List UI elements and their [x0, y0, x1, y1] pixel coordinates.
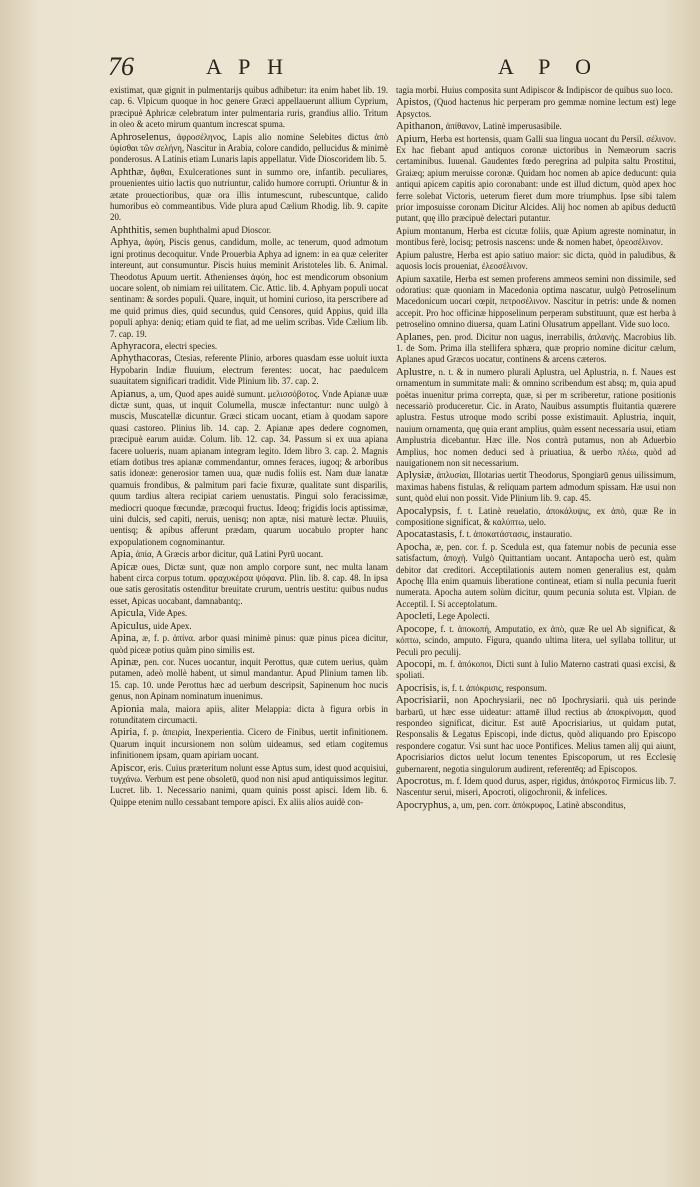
- entry-headword: Aplanes,: [396, 331, 434, 343]
- dictionary-entry: [396, 85, 676, 96]
- entry-text: æ, pen. cor. f. p. Scedula est, qua fatemur nobis de pecunia esse satisfactum, ἀποχὴ. Vulgò Quittantiam uocant. Antapocha uerò est, quàm debitor dat creditori. Acceptilationis autem nomen generalius est, quàm Apochę Illa enim quamuis liberatione contineat, etiam si nulla pecunia fuerit numerata. Apocha autem solùm dicitur, quum pecunia soluta est. Vlpian. de Acceptil. I. Si acceptolatum.: [396, 541, 676, 609]
- entry-headword: Apocha,: [396, 541, 432, 553]
- entry-headword: Aphya,: [110, 237, 141, 249]
- dictionary-entry: [396, 529, 676, 540]
- dictionary-entry: [110, 353, 388, 387]
- entry-headword: Aphthæ,: [110, 166, 147, 178]
- entry-headword: Aplysiæ,: [396, 470, 434, 482]
- dictionary-entry: [396, 683, 676, 694]
- dictionary-entry: [110, 633, 388, 656]
- dictionary-entry: [110, 389, 388, 549]
- dictionary-entry: [396, 134, 676, 225]
- entry-text: ἀπίθανον, Latinè imperusasibile.: [445, 121, 562, 132]
- dictionary-entry: [110, 763, 388, 809]
- entry-text: f. t. ἀποκοπή, Amputatio, ex ἀπὸ, quæ Re uel Ab significat, & κόπτω, scindo, amputo. Figura, quando ultima litera, uel syllaba tollitur, ut Peculi pro peculij.: [396, 623, 676, 657]
- entry-text: ἀπλυσίαι, Illotarias uertit Theodorus, Spongiarū genus uilissimum, maximas habens fistulas, & reliquam partem admodum spissam. Hæ usui non sunt, quòd elui non possit. Vide Plinium lib. 9. cap. 45.: [396, 470, 676, 504]
- dictionary-entry: [110, 85, 388, 131]
- dictionary-entry: [110, 657, 388, 703]
- entry-headword: Apocope,: [396, 623, 437, 635]
- entry-headword: Aphythacoras,: [110, 353, 172, 365]
- entry-headword: Apia,: [110, 549, 134, 561]
- entry-text: uide Apex.: [153, 620, 192, 631]
- entry-headword: Apocleti,: [396, 611, 436, 623]
- entry-headword: Apina,: [110, 633, 139, 645]
- entry-text: Apium montanum, Herba est cicutæ foliis, quæ Apium agreste nominatur, in montibus ferè, locisq; petrosis nascens: unde & nomen habet, ὀρεοσέλινον.: [396, 225, 676, 248]
- entry-text: eris. Cuius præteritum nolunt esse Aptus sum, idest quod acquisiui, τυγχάνω. Verbum est pene obsoletū, quod non nisi apud antiquissimos legitur. Lucret. lib. 1. Necessario nanimi, quam quinis posst apisci. Idem lib. 6. Quippe etenim nullo cessabant tempore apisci. Ex aliis alios auidè con-: [110, 762, 388, 807]
- dictionary-entry: [110, 132, 388, 166]
- dictionary-entry: [110, 225, 388, 236]
- entry-text: Vide Apes.: [148, 608, 188, 619]
- entry-text: Herba est hortensis, quam Galli sua lingua uocant du Persil. σέλινον. Ex hac fiebant apud antiquos coronæ uictoribus in Nemæorum sacris certaminibus. Iuuenal. Gaudentes fœdo peregrina ad pulpita saltu Prostitui, Graiæq; apium meruisse coronæ. Quidam hoc nomen ab apice deducunt: quia antiqui apicem capitis apio coronabant: unde est illud dictum, quòd apex hoc ferre solebat Victoris, ueterum fieret dum more triumphus. Ipse sibi talem prior imposuisse coronam Dicitur Alcides. Alij hoc nomen ab apibus deductū putant, quę illo præcipuè delectari putantur.: [396, 133, 676, 224]
- entry-text: ἄφθαι, Exulcerationes sunt in summo ore, infantib. peculiares, prouenientes uitio lactis quo nutriuntur, calido humore corrupti. Oriuntur & in ætate prouectioribus, quæ ora illis intumescunt, rubescuntque, calido humoribus eò commeantibus. Vide plura apud Cælium Rhodig. lib. 9. capite 20.: [110, 166, 388, 223]
- entry-headword: Apistos,: [396, 97, 432, 109]
- dictionary-entry: [396, 506, 676, 529]
- entry-text: f. t. ἀποκατάστασις, instauratio.: [459, 529, 573, 540]
- entry-text: f. t. Latinè reuelatio, ἀποκάλυψις, ex ἀπὸ, quæ Re in compositione significat, & καλύπτω, uelo.: [396, 505, 676, 528]
- entry-text: Ctesias, referente Plinio, arbores quasdam esse uoluit iuxta Hypobarin Indiæ fluuium, electrum ferentes: uocat, hac paedulcem suauitatem significari tradidit. Vide Plinium lib. 37. cap. 2.: [110, 353, 388, 387]
- running-head-left: A P H: [206, 54, 289, 79]
- entry-headword: Apithanon,: [396, 121, 444, 133]
- entry-text: æ, f. p. ἀπίνα. arbor quasi minimè pinus: quæ pinus picea dicitur, quòd piceæ potius quàm pino similis est.: [110, 633, 388, 655]
- entry-text: ἀφύη, Piscis genus, candidum, molle, ac tenerum, quod admotum igni protinus decoquitur. Vnde Prouerbia Aphya ad ignem: in ea quæ celeriter intereunt, aut consumuntur. Piscis huius meminit Aristoteles lib. 6. Animal. Theodotus Apuum uertit. Athenienses ἀφύη, hoc est mendicorum obsonium uocare solent, ob nimiam rei uilitatem. Cic. Attic. lib. 4. Aphyam populi uocat sentinam: & sordes populi. Quare, inquit, ut homini curioso, ita perscribere ad me quid primus dies, quid secundus, quid Censores, quid Appius, quid illa populi aphya: deniq; etiam quid te fiat, ad me uelim scribas. Vide Cælium lib. 7. cap. 19.: [110, 237, 388, 339]
- dictionary-entry: [110, 549, 388, 560]
- entry-headword: Apocopi,: [396, 658, 436, 670]
- dictionary-entry: [396, 776, 676, 799]
- dictionary-entry: [396, 542, 676, 610]
- entry-headword: Apiculus,: [110, 620, 151, 632]
- dictionary-entry: [110, 562, 388, 608]
- entry-headword: Aphthitis,: [110, 224, 153, 236]
- dictionary-entry: [110, 237, 388, 340]
- page-number: 76: [108, 52, 134, 81]
- entry-headword: Apocrisis,: [396, 682, 440, 694]
- entry-text: pen. cor. Nuces uocantur, inquit Perottus, quæ cutem uerius, quàm putamen, adeò mollè habent, ut simul mandantur. Apud Plinium tamen lib. 15. cap. 10. unde Perottus hæc ad uerbum descripsit, Sapinenum hoc nucis genus, non Apinam nominatum inuenimus.: [110, 656, 388, 702]
- entry-text: pen. prod. Dicitur non uagus, inerrabilis, ἀπλανὴς. Macrobius lib. 1. de Som. Prima illa stellifera sphæra, quæ proprio nomine dicitur cælum, Aplanes apud Græcos uocatur, continens & arcens cæteros.: [396, 331, 676, 365]
- right-column: [396, 85, 676, 1165]
- entry-headword: Aphyracora,: [110, 340, 163, 352]
- entry-text: a, um, Quod apes auidè sumunt. μελισσόβοτος. Vnde Apianæ uuæ dictæ sunt, quas, ut inquit Columella, muscæ infectantur: nunc uulgò à muscis, Muscatellæ dicuntur. Græci sticam uocant, etiam à quodam sapore quasi castoreo. Plinius lib. 14. cap. 2. Apianæ apes dedere cognomen, præcipuè earum auidæ. Colum. lib. 12. cap. 34. Passum si ex uua apiana facere uolueris, nuam apianam integram legito. Idem libro 3. cap. 2. Magnis etiam dotibus tres apianæ commendantur, omnes feraces, iugoq; & arboribus satis idoneæ: generosior tamen uua, quæ nudis foliis est. Nam duæ lanatæ quamuis frondibus, & palmitum pari facie fixuræ, qualitate sunt disparilis, quum tardius altera recipiat cariem uenustatis. Pinguì solo feracissimæ, mediocri quoque fœcundæ, præcoqui fructus. Ideoq; frigidis locis aptissimæ, uini dulcis, sed capiti, neruis, uenisq; non aptæ, nisi maturè lectæ. Pluuiis, uentisq; & apibus afferunt prædam, quarum uocabulo propter hanc expopulationem cognominantur.: [110, 388, 388, 547]
- entry-text: is, f. t. ἀπόκρισις, responsum.: [441, 682, 547, 693]
- entry-headword: Apium,: [396, 133, 429, 145]
- entry-text: existimat, quæ gignit in pulmentarijs quibus adhibetur: ita enim habet lib. 19. cap. 6. Vlpicum quoque in hoc genere Græci appellauerunt allium Cyprium, præcipuè Aphricæ celebratum inter pulmentaria ruris, grandius allio. Tritum in oleo & aceto mirum quantum increscat spuma.: [110, 85, 388, 130]
- dictionary-entry: [396, 332, 676, 366]
- dictionary-entry: [110, 727, 388, 761]
- dictionary-entry: [396, 611, 676, 622]
- entry-text: m. f. ἀπόκοποι, Dicti sunt à Iulio Materno castrati quasi excisi, & spoliati.: [396, 658, 676, 681]
- entry-text: f. p. ἀπειρία, Inexperientia. Cicero de Finibus, uertit infinitionem. Quarum inquit incursionem non solùm uideamus, sed etiam cogitemus infinitionem ipsam, quam apiriam uocant.: [110, 727, 388, 761]
- entry-text: Apium palustre, Herba est apio satiuo maior: sic dicta, quòd in paludibus, & aquosis locis proueniat, ἐλεοσέλινον.: [396, 249, 676, 272]
- entry-text: Apium saxatile, Herba est semen proferens ammeos semini non dissimile, sed odoratius: quæ quoniam in Macedonia optima nascatur, uulgò Petroselinum Macedonicum uocari cœpit, πετροσέλινον. Nascitur in petris: unde & nomen accepit. Pro hoc officinæ hipposelinum perperam substituunt, quæ est herba à petroselino omnino diuersa, quam Latini Olusatrum appellant. Vide suo loco.: [396, 273, 676, 330]
- dictionary-entry: [396, 367, 676, 470]
- entry-headword: Apianus,: [110, 388, 148, 400]
- entry-headword: Apocalypsis,: [396, 505, 452, 517]
- dictionary-entry: [110, 341, 388, 352]
- entry-text: Lege Apolecti.: [437, 611, 490, 622]
- entry-headword: Apinæ,: [110, 656, 141, 668]
- entry-text: mala, maiora apiis, aliter Melappia: dicta à figura orbis in rotunditatem circumacti.: [110, 703, 388, 725]
- dictionary-entry: [396, 695, 676, 775]
- dictionary-entry: [110, 621, 388, 632]
- entry-text: n. t. & in numero plurali Aplustra, uel Aplustria, n. f. Naues est ornamentum in summitate mali: & omnino scribendum est absq; m, quia apud poëtas inuenitur prima correpta, quæ, si per m scriberetur, ratione positionis necessariò produceretur. Cic. in Arato, Nauibus assumptis fluitantia quærere aplustra. Festus utroque modo scribi posse existimauit. Aplustria, inquit, nauium ornamenta, quę quia erant amplius, quàm essent necessaria usui, etiam Amplustria dicebantur. Hæc ille. Nos contrà putamus, non ab Aduerbio Amplius, hoc nomen deduci sed à priuatiua, & uerbo πλέω, quòd ad nauigationem non sit necessarium.: [396, 366, 676, 468]
- entry-text: oues, Dictæ sunt, quæ non amplo corpore sunt, nec multa lanam habent circa corpus totum. φραχυκέρσα ψόφανα. Plin. lib. 8. cap. 48. In ipsa oue satis gerositatis ostenditur breuitate crurum, uentris uestitu: quibus nudus esset, Apicas uocabant, damnabantq;.: [110, 561, 388, 606]
- entry-text: m. f. Idem quod durus, asper, rigidus, ἀπόκροτος Firmicus lib. 7. Nascentur serui, miseri, Apocroti, oligochronii, & infelices.: [396, 775, 676, 798]
- dictionary-entry: [110, 704, 388, 727]
- entry-headword: Apicæ: [110, 561, 138, 573]
- page-header: [108, 48, 670, 80]
- entry-headword: Aphroselenus,: [110, 131, 171, 143]
- entry-headword: Aplustre,: [396, 366, 436, 378]
- entry-headword: Apocrotus,: [396, 775, 443, 787]
- dictionary-entry: [110, 608, 388, 619]
- entry-text: tagia morbi. Huius composita sunt Adipiscor & Indipiscor de quibus suo loco.: [396, 85, 673, 95]
- dictionary-entry: [396, 470, 676, 504]
- entry-headword: Apionia: [110, 703, 145, 715]
- dictionary-entry: [110, 167, 388, 224]
- entry-text: ἀφροσέληνος, Lapis alio nomine Selebites dictus ἀπὸ ὑφίσθαι τῶν σελήνη, Nascitur in Arabia, colore candido, pellucidus & minimè ponderosus. A Latinis etiam Lunaris lapis appellatur. Vide Dioscoridem lib. 5.: [110, 131, 388, 165]
- entry-headword: Apocrisiarii,: [396, 695, 450, 707]
- dictionary-entry: [396, 659, 676, 682]
- entry-headword: Apiria,: [110, 727, 140, 739]
- entry-text: semen buphthalmi apud Dioscor.: [154, 224, 272, 235]
- entry-headword: Apocryphus,: [396, 799, 451, 811]
- dictionary-entry: [396, 800, 676, 811]
- entry-headword: Apiscor,: [110, 762, 146, 774]
- left-column: [110, 85, 388, 1165]
- running-head-right: A P O: [498, 54, 601, 79]
- entry-text: a, um, pen. corr. ἀπόκρυφος, Latinè absconditus,: [452, 799, 626, 810]
- dictionary-entry: [396, 121, 676, 132]
- entry-text: non Apochrysiarii, nec nō Ipochrysiarii. quà uis perinde barbarū, ut hæc esse uideatur: attamē illud rectius ab ἀποκρίνομαι, quod respondeo significat, dicitur. Est autē Apocrisiarius, ut quidam putat, Responsalis & Legatus Episcopi, inde dictus, quòd aliquando pro Episcopo respondere cogatur. Vsi sunt hac uoce Pontifices. Melius tamen alij qui aiunt, Apocrisiarios dictos uelut locum tenentes Episcoporum, ut res Ecclesię gubernarent, negotia singulorum audirent, referentēq; ad Episcopos.: [396, 695, 676, 774]
- entry-headword: Apocatastasis,: [396, 529, 457, 541]
- dictionary-entry: [396, 274, 676, 331]
- dictionary-entry: [396, 624, 676, 658]
- dictionary-entry: [396, 226, 676, 249]
- entry-text: ἀπία, A Græcis arbor dicitur, quā Latini Pyrū uocant.: [135, 549, 324, 560]
- entry-headword: Apicula,: [110, 608, 147, 620]
- dictionary-entry: [396, 97, 676, 120]
- dictionary-entry: [396, 250, 676, 273]
- entry-text: electri species.: [164, 340, 218, 351]
- entry-text: (Quod hactenus hic perperam pro gemmæ nomine lectum est) lege Apsyctos.: [396, 97, 676, 119]
